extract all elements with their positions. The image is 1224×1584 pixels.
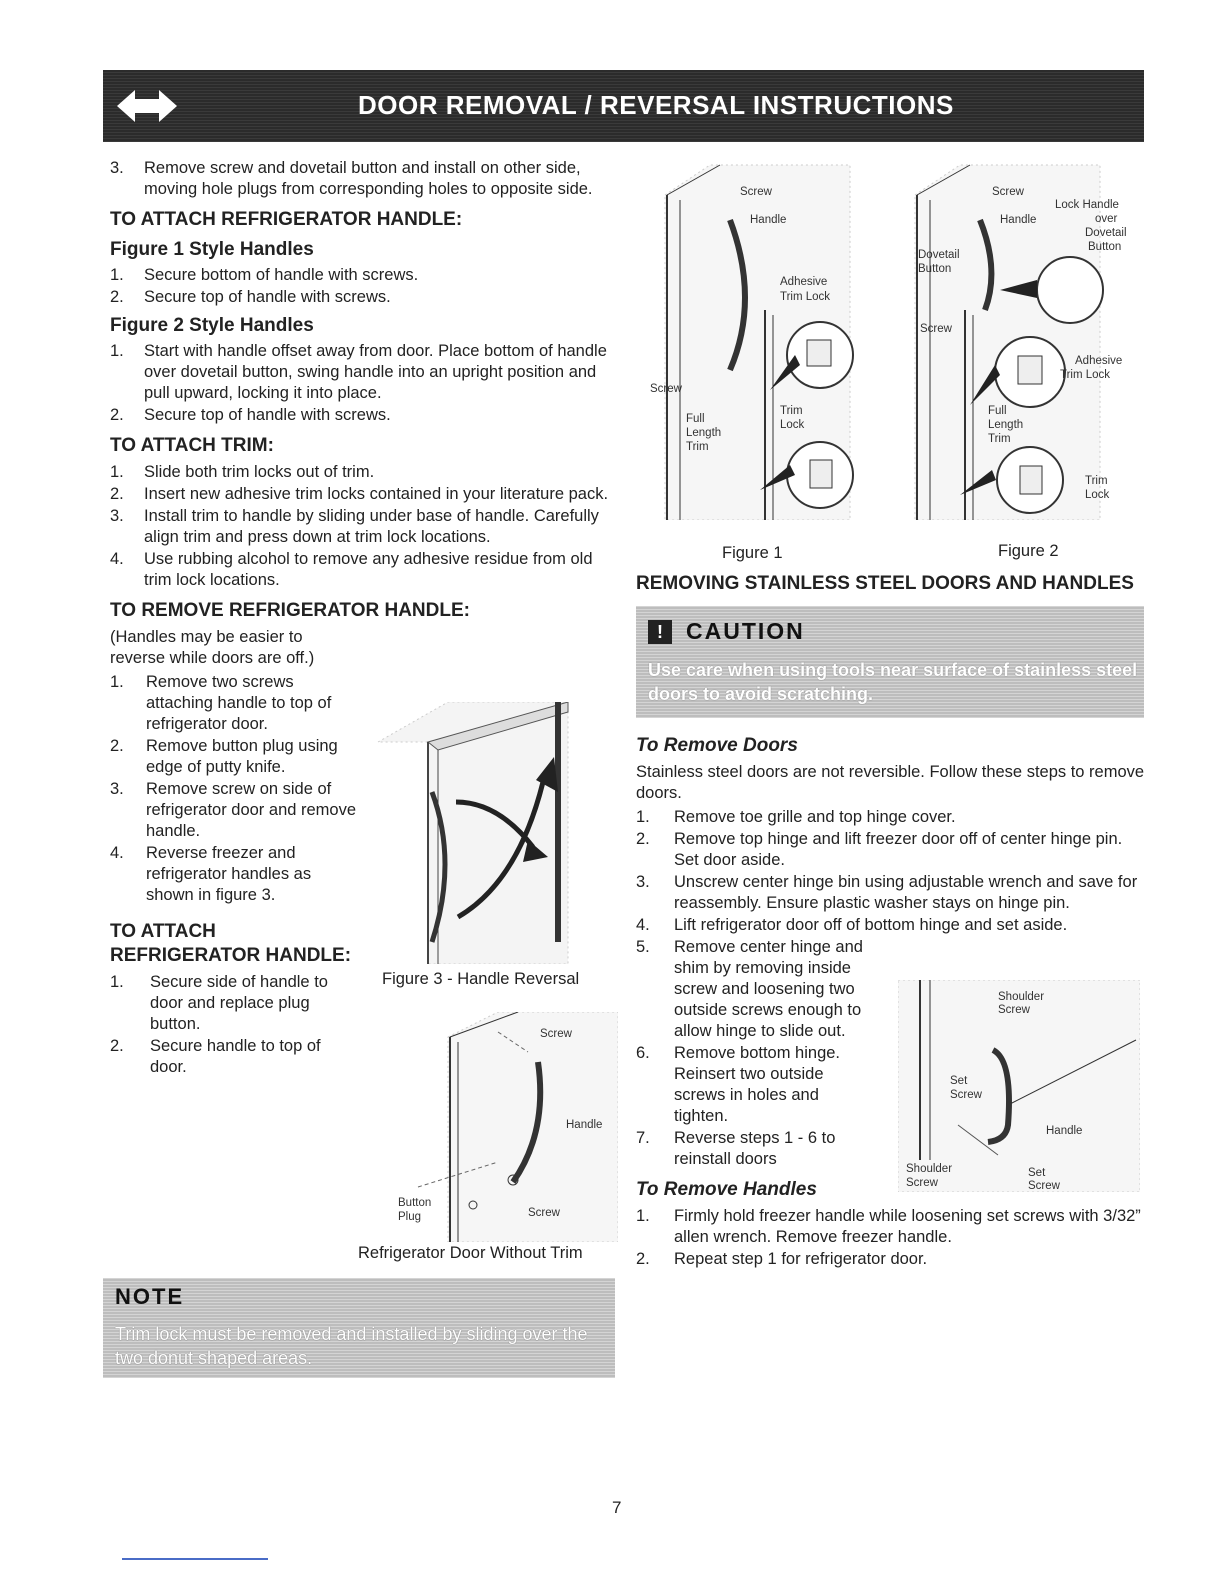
label-screw-top: Screw	[540, 1028, 572, 1040]
attach-handle-heading: TO ATTACH REFRIGERATOR HANDLE:	[110, 209, 463, 230]
step-text: Install trim to handle by sliding under base of handle. Carefully align trim and press down at trim lock locations.	[144, 507, 599, 546]
step-text: Unscrew center hinge bin using adjustable wrench and save for reassembly. Ensure plastic washer stays on hinge pin.	[674, 873, 1138, 912]
list-item	[110, 1036, 340, 1078]
attach-handle-heading-2	[110, 920, 358, 968]
remove-handles-heading: To Remove Handles	[636, 1179, 817, 1200]
step-number: 1.	[110, 342, 124, 360]
list-item	[110, 736, 358, 778]
step-number: 3.	[110, 159, 124, 177]
step-number: 1.	[110, 266, 124, 284]
note-label: NOTE	[115, 1284, 185, 1309]
fig2-style-heading: Figure 2 Style Handles	[110, 315, 314, 336]
step-text: Reverse steps 1 - 6 to reinstall doors	[674, 1129, 836, 1168]
figure4-door-without-trim	[378, 1012, 618, 1242]
list-item	[110, 506, 610, 548]
step-text: Reverse freezer and refrigerator handles as shown in figure 3.	[146, 844, 312, 904]
list-item	[110, 972, 340, 1035]
label-length: Length	[686, 427, 722, 439]
remove-doors-intro: Stainless steel doors are not reversible. Follow these steps to remove doors.	[636, 763, 1145, 802]
label-handle: Handle	[1046, 1125, 1083, 1137]
step-number: 1.	[636, 1207, 650, 1225]
stainless-heading: REMOVING STAINLESS STEEL DOORS AND HANDLES	[636, 573, 1134, 594]
list-item	[110, 405, 610, 426]
step-text: Secure top of handle with screws.	[144, 406, 391, 424]
step-text: Secure side of handle to door and replace plug button.	[150, 973, 328, 1033]
label-button: Button	[1088, 241, 1122, 253]
label-lock-handle: Lock Handle	[1055, 199, 1119, 211]
step-text: Use rubbing alcohol to remove any adhesive residue from old trim lock locations.	[144, 550, 593, 589]
caution-box	[636, 606, 1144, 718]
step-number: 3.	[110, 507, 124, 525]
step-number: 2.	[636, 830, 650, 848]
step-number: 4.	[110, 844, 124, 862]
label-shoulder: Shoulder	[998, 991, 1045, 1003]
label-screw-bottom: Screw	[650, 383, 682, 395]
list-item	[636, 915, 1146, 936]
step3-list	[110, 158, 610, 200]
label-screw: Screw	[740, 186, 772, 198]
label-adhesive: Adhesive	[1075, 355, 1123, 367]
label-shoulder2: Shoulder	[906, 1163, 953, 1175]
list-item	[636, 1206, 1146, 1248]
label-trim2: Trim	[780, 405, 803, 417]
double-arrow-icon	[117, 88, 177, 124]
list-item	[636, 807, 1146, 828]
label-screw2: Screw	[906, 1177, 938, 1189]
step-number: 1.	[110, 973, 124, 991]
figure2-caption: Figure 2	[998, 542, 1059, 560]
remove-handle-heading: TO REMOVE REFRIGERATOR HANDLE:	[110, 600, 470, 621]
list-item	[110, 843, 358, 906]
remove-doors-steps-b	[636, 937, 868, 1170]
label-screw-bottom: Screw	[528, 1207, 560, 1219]
step-number: 1.	[110, 673, 124, 691]
label-set-screw: Screw	[950, 1089, 982, 1101]
warning-icon: !	[648, 620, 672, 644]
step-number: 4.	[110, 550, 124, 568]
label-trim-lock: Trim Lock	[1060, 369, 1111, 381]
figure4-caption: Refrigerator Door Without Trim	[358, 1244, 583, 1262]
label-lock: Lock	[780, 419, 805, 431]
label-set2: Set	[1028, 1167, 1046, 1179]
list-item	[636, 1128, 868, 1170]
step-text: Secure handle to top of door.	[150, 1037, 321, 1076]
step-number: 2.	[110, 737, 124, 755]
step-text: Remove top hinge and lift freezer door off of center hinge pin. Set door aside.	[674, 830, 1123, 869]
remove-steps	[110, 672, 358, 906]
right-column	[636, 572, 1146, 596]
list-item	[110, 672, 358, 735]
step-number: 3.	[110, 780, 124, 798]
list-item	[110, 158, 610, 200]
step-text: Lift refrigerator door off of bottom hinge and set aside.	[674, 916, 1068, 934]
step-text: Remove center hinge and shim by removing inside screw and loosening two outside screws enough to allow hinge to slide out.	[674, 938, 863, 1040]
header-banner	[103, 70, 1144, 142]
label-full: Full	[686, 413, 705, 425]
remove-doors-steps	[636, 807, 1146, 936]
list-item	[110, 287, 610, 308]
step-number: 2.	[636, 1250, 650, 1268]
step-text: Repeat step 1 for refrigerator door.	[674, 1250, 928, 1268]
figure1-caption: Figure 1	[722, 544, 783, 562]
step-number: 2.	[110, 485, 124, 503]
trim-steps	[110, 462, 610, 591]
attach2-steps	[110, 972, 340, 1078]
remove-doors-heading: To Remove Doors	[636, 735, 798, 756]
footer-line	[122, 1558, 268, 1560]
list-item	[110, 484, 610, 505]
step-text: Remove button plug using edge of putty knife.	[146, 737, 338, 776]
list-item	[110, 779, 358, 842]
note-box	[103, 1278, 615, 1378]
list-item	[110, 462, 610, 483]
list-item	[636, 872, 1146, 914]
attach-trim-heading: TO ATTACH TRIM:	[110, 435, 274, 456]
label-over: over	[1095, 213, 1118, 225]
label-plug: Plug	[398, 1211, 422, 1223]
step-number: 2.	[110, 288, 124, 306]
step-text: Start with handle offset away from door. Place bottom of handle over dovetail button, swing handle into an upright position and pull upward, locking it into place.	[144, 342, 607, 402]
list-item	[110, 549, 610, 591]
step-number: 4.	[636, 916, 650, 934]
label-handle: Handle	[566, 1119, 603, 1131]
label-dovetail: Dovetail	[1085, 227, 1127, 239]
label-screw: Screw	[992, 186, 1024, 198]
step-text: Remove screw on side of refrigerator door and remove handle.	[146, 780, 357, 840]
step-number: 3.	[636, 873, 650, 891]
figure3-handle-reversal	[368, 702, 616, 964]
label-screw: Screw	[998, 1004, 1030, 1016]
caution-text: Use care when using tools near surface of stainless steel doors to avoid scratching.	[648, 660, 1138, 704]
heading-line: TO ATTACH	[110, 921, 216, 942]
label-trim2: Trim	[1085, 475, 1108, 487]
step-number: 5.	[636, 938, 650, 956]
list-item	[110, 341, 610, 404]
list-item	[636, 829, 1146, 871]
figure2	[900, 160, 1140, 520]
label-trim-lock: Trim Lock	[780, 291, 831, 303]
step-number: 7.	[636, 1129, 650, 1147]
figure5-handle-set-screws	[898, 980, 1140, 1192]
step-text: Remove toe grille and top hinge cover.	[674, 808, 956, 826]
step-text: Remove bottom hinge. Reinsert two outside screws in holes and tighten.	[674, 1044, 841, 1125]
step-text: Slide both trim locks out of trim.	[144, 463, 375, 481]
step-text: Secure top of handle with screws.	[144, 288, 391, 306]
label-screw-left: Screw	[920, 323, 952, 335]
step-text: Insert new adhesive trim locks contained in your literature pack.	[144, 485, 609, 503]
label-length: Length	[988, 419, 1024, 431]
remove-handle-block	[110, 627, 358, 1078]
label-handle: Handle	[750, 214, 787, 226]
label-button-left: Button	[918, 263, 952, 275]
caution-label: CAUTION	[686, 618, 805, 644]
remove-handles-steps	[636, 1206, 1146, 1270]
list-item	[636, 937, 868, 1042]
step-number: 2.	[110, 406, 124, 424]
list-item	[110, 265, 610, 286]
step-number: 1.	[636, 808, 650, 826]
note-text: Trim lock must be removed and installed by sliding over the two donut shaped areas.	[115, 1324, 588, 1368]
label-full: Full	[988, 405, 1007, 417]
label-adhesive: Adhesive	[780, 276, 828, 288]
figure3-caption: Figure 3 - Handle Reversal	[382, 970, 580, 988]
step-number: 1.	[110, 463, 124, 481]
fig1-steps	[110, 265, 610, 308]
step-text: Firmly hold freezer handle while loosening set screws with 3/32” allen wrench. Remove freezer handle.	[674, 1207, 1141, 1246]
label-set: Set	[950, 1075, 968, 1087]
list-item	[636, 1043, 868, 1127]
page-number: 7	[612, 1498, 622, 1517]
label-lock: Lock	[1085, 489, 1110, 501]
label-trim: Trim	[686, 441, 709, 453]
label-handle: Handle	[1000, 214, 1037, 226]
label-dovetail-left: Dovetail	[918, 249, 960, 261]
page-title: DOOR REMOVAL / REVERSAL INSTRUCTIONS	[358, 90, 954, 120]
label-button: Button	[398, 1197, 432, 1209]
heading-line: REFRIGERATOR HANDLE:	[110, 945, 352, 966]
figure1	[650, 160, 890, 520]
label-screw3: Screw	[1028, 1180, 1060, 1192]
step-number: 6.	[636, 1044, 650, 1062]
fig2-steps	[110, 341, 610, 426]
list-item	[636, 1249, 1146, 1270]
remove-intro: (Handles may be easier to reverse while doors are off.)	[110, 628, 315, 667]
step-text: Remove two screws attaching handle to top of refrigerator door.	[146, 673, 332, 733]
fig1-style-heading: Figure 1 Style Handles	[110, 239, 314, 260]
step-text: Remove screw and dovetail button and install on other side, moving hole plugs from corresponding holes to opposite side.	[144, 159, 593, 198]
step-text: Secure bottom of handle with screws.	[144, 266, 419, 284]
step-number: 2.	[110, 1037, 124, 1055]
label-trim: Trim	[988, 433, 1011, 445]
